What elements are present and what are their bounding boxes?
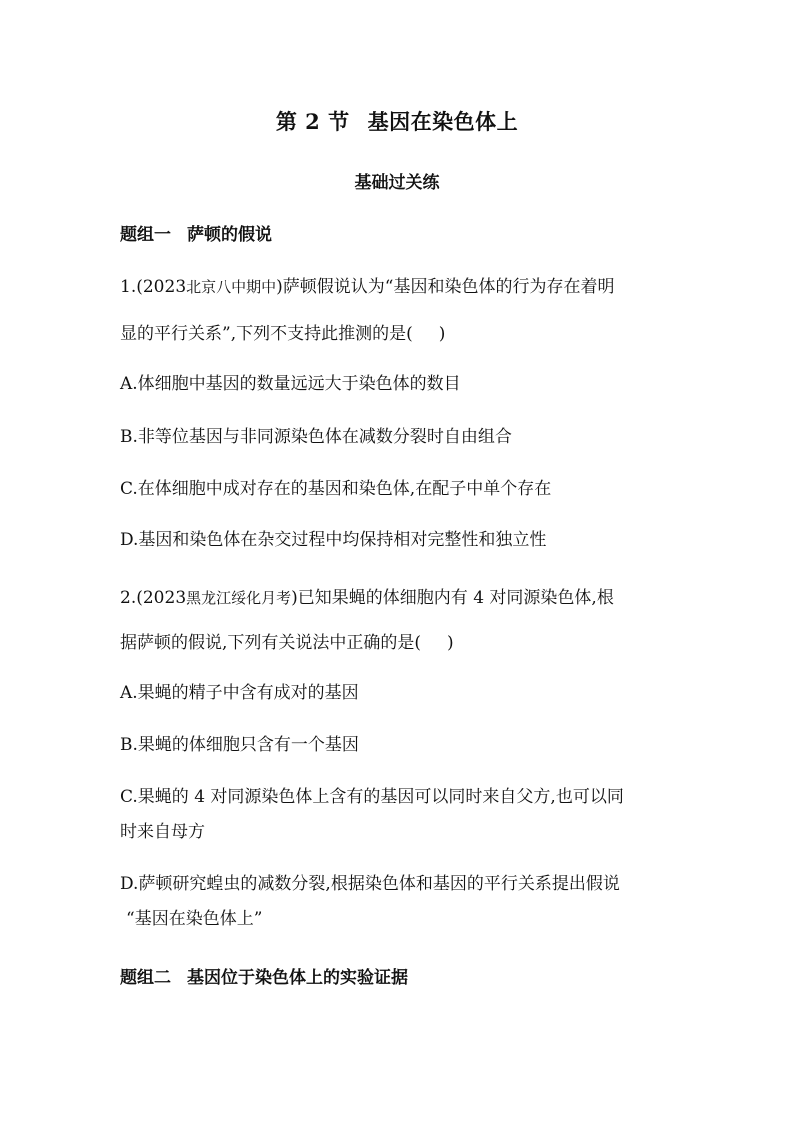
question-2-option-d-line-2: “基因在染色体上” (126, 909, 263, 929)
group-one-title: 萨顿的假说 (187, 225, 272, 245)
question-1-stem-text-1: 萨顿假说认为“基因和染色体的行为存在着明 (282, 277, 615, 297)
exercise-subtitle: 基础过关练 (354, 173, 440, 193)
question-2-number: 2. (120, 588, 137, 608)
question-2-stem-line-2 (120, 631, 680, 655)
group-two-label: 题组二 (120, 968, 171, 988)
question-1-option-b: B.非等位基因与非同源染色体在减数分裂时自由组合 (120, 427, 512, 447)
question-1-option-a: A.体细胞中基因的数量远远大于染色体的数目 (120, 374, 461, 394)
question-1-stem-text-2: 显的平行关系”,下列不支持此推测的是( (120, 324, 413, 344)
group-two-title: 基因位于染色体上的实验证据 (187, 968, 408, 988)
question-2-stem-text-1: 已知果蝇的体细胞内有 4 对同源染色体,根 (297, 588, 614, 608)
question-1-year: (2023 (136, 277, 187, 297)
chapter-title: 基因在染色体上 (367, 109, 519, 134)
question-1-answer-close: ) (438, 324, 446, 344)
question-1-stem-line-1 (120, 275, 680, 299)
question-2-option-d-line-1: D.萨顿研究蝗虫的减数分裂,根据染色体和基因的平行关系提出假说 (120, 874, 620, 894)
group-one-label: 题组一 (120, 225, 171, 245)
question-1-option-c: C.在体细胞中成对存在的基因和染色体,在配子中单个存在 (120, 479, 552, 499)
question-2-option-c-line-2: 时来自母方 (120, 822, 205, 842)
question-2-option-b: B.果蝇的体细胞只含有一个基因 (120, 735, 359, 755)
question-2-answer-close: ) (447, 633, 454, 653)
section-title (0, 106, 794, 136)
question-2-source-close: ) (291, 588, 298, 608)
question-2-stem-line-1 (120, 586, 680, 610)
group-two-heading (120, 963, 408, 988)
question-2-source: 黑龙江绥化月考 (186, 589, 292, 607)
chapter-number: 第 2 节 (275, 109, 350, 134)
question-2-option-c-line-1: C.果蝇的 4 对同源染色体上含有的基因可以同时来自父方,也可以同 (120, 787, 624, 807)
question-2-option-a: A.果蝇的精子中含有成对的基因 (120, 683, 359, 703)
question-1-source-close: ) (276, 277, 283, 297)
question-2-stem-text-2: 据萨顿的假说,下列有关说法中正确的是( (120, 633, 422, 653)
question-1-source: 北京八中期中 (186, 278, 277, 296)
question-2-year: (2023 (136, 588, 187, 608)
question-1-number: 1. (120, 277, 137, 297)
question-1-option-d: D.基因和染色体在杂交过程中均保持相对完整性和独立性 (120, 530, 547, 550)
question-1-stem-line-2 (120, 322, 680, 346)
group-one-heading (120, 220, 272, 245)
